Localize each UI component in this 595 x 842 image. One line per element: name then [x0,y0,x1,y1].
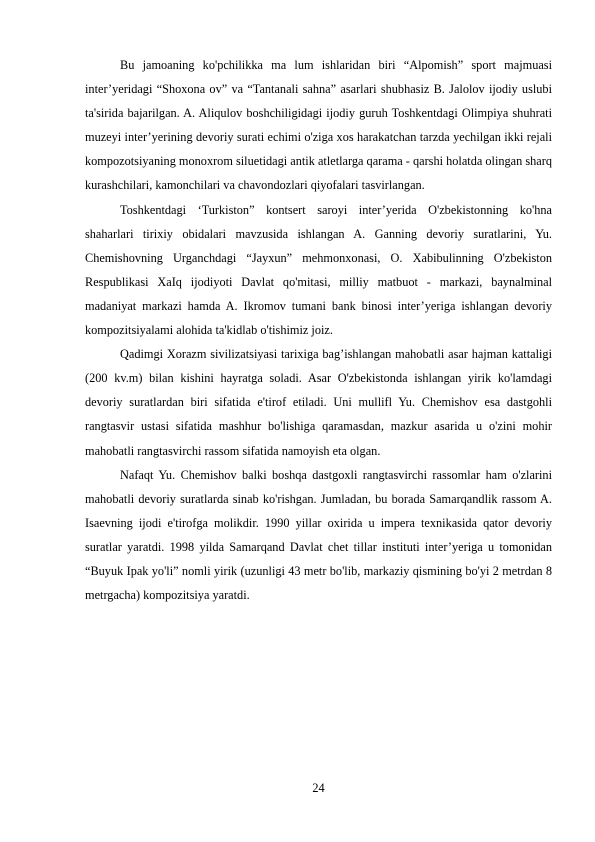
paragraph: Nafaqt Yu. Chemishov balki boshqa dastgoxli rangtasvirchi rassomlar ham o'zlarini mahobatli devoriy suratlarda sinab ko'rishgan. Jumladan, bu borada Samarqandlik rassom A. Isaevning ijodi e'tirofga molikdir. 1990 yillar oxirida u impera texnikasida qator devoriy suratlar yaratdi. 1998 yilda Samarqand Davlat chet tillar instituti inter’yeriga u tomonidan “Buyuk Ipak yo'li” nomli yirik (uzunligi 43 metr bo'lib, markaziy qismining bo'yi 2 metrdan 8 metrgacha) kompozitsiya yaratdi. [85,467,552,603]
page-number-footer [0,780,595,796]
document-body [85,53,552,607]
paragraph: Bu jamoaning ko'pchilikka ma lum ishlaridan biri “Alpomish” sport majmuasi inter’yeridagi “Shoxona ov” va “Tantanali sahna” asarlari shubhasiz B. Jalolov ijodiy uslubi ta'sirida bajarilgan. A. Aliqulov boshchiligidagi ijodiy guruh Toshkentdagi Olimpiya shuhrati muzeyi inter’yerining devoriy surati echimi o'ziga xos harakatchan tarzda yechilgan ikki rejali kompozotsiyaning monoxrom siluetidagi antik atletlarga qarama - qarshi holatda olingan sharq kurashchilari, kamonchilari va chavondozlari qiyofalari tasvirlangan. [85,58,552,193]
paragraph: Qadimgi Xorazm sivilizatsiyasi tarixiga bag’ishlangan mahobatli asar hajman kattaligi (200 kv.m) bilan kishini hayratga soladi. Asar O'zbekistonda ishlangan yirik ko'lamdagi devoriy suratlardan biri sifatida e'tirof etiladi. Uni mullifl Yu. Chemishov esa dastgohli rangtasvir ustasi sifatida mashhur bo'lishiga qaramasdan, mazkur asarida u o'zini mohir mahobatli rangtasvirchi rassom sifatida namoyish eta olgan. [85,347,552,458]
page-number: 24 [312,781,325,795]
paragraph: Toshkentdagi ‘Turkiston” kontsert saroyi inter’yerida O'zbekistonning ko'hna shaharlari tirixiy obidalari mavzusida ishlangan A. Ganning devoriy suratlarini, Yu. Chemishovning Urganchdagi “Jayxun” mehmonxonasi, O. Xabibulinning O'zbekiston Respublikasi XaIq ijodiyoti Davlat qo'mitasi, milliy matbuot - markazi, baynalminal madaniyat markazi hamda A. Ikromov tumani bank binosi inter’yeriga ishlangan devoriy kompozitsiyalami alohida ta'kidlab o'tishimiz joiz. [85,202,552,338]
